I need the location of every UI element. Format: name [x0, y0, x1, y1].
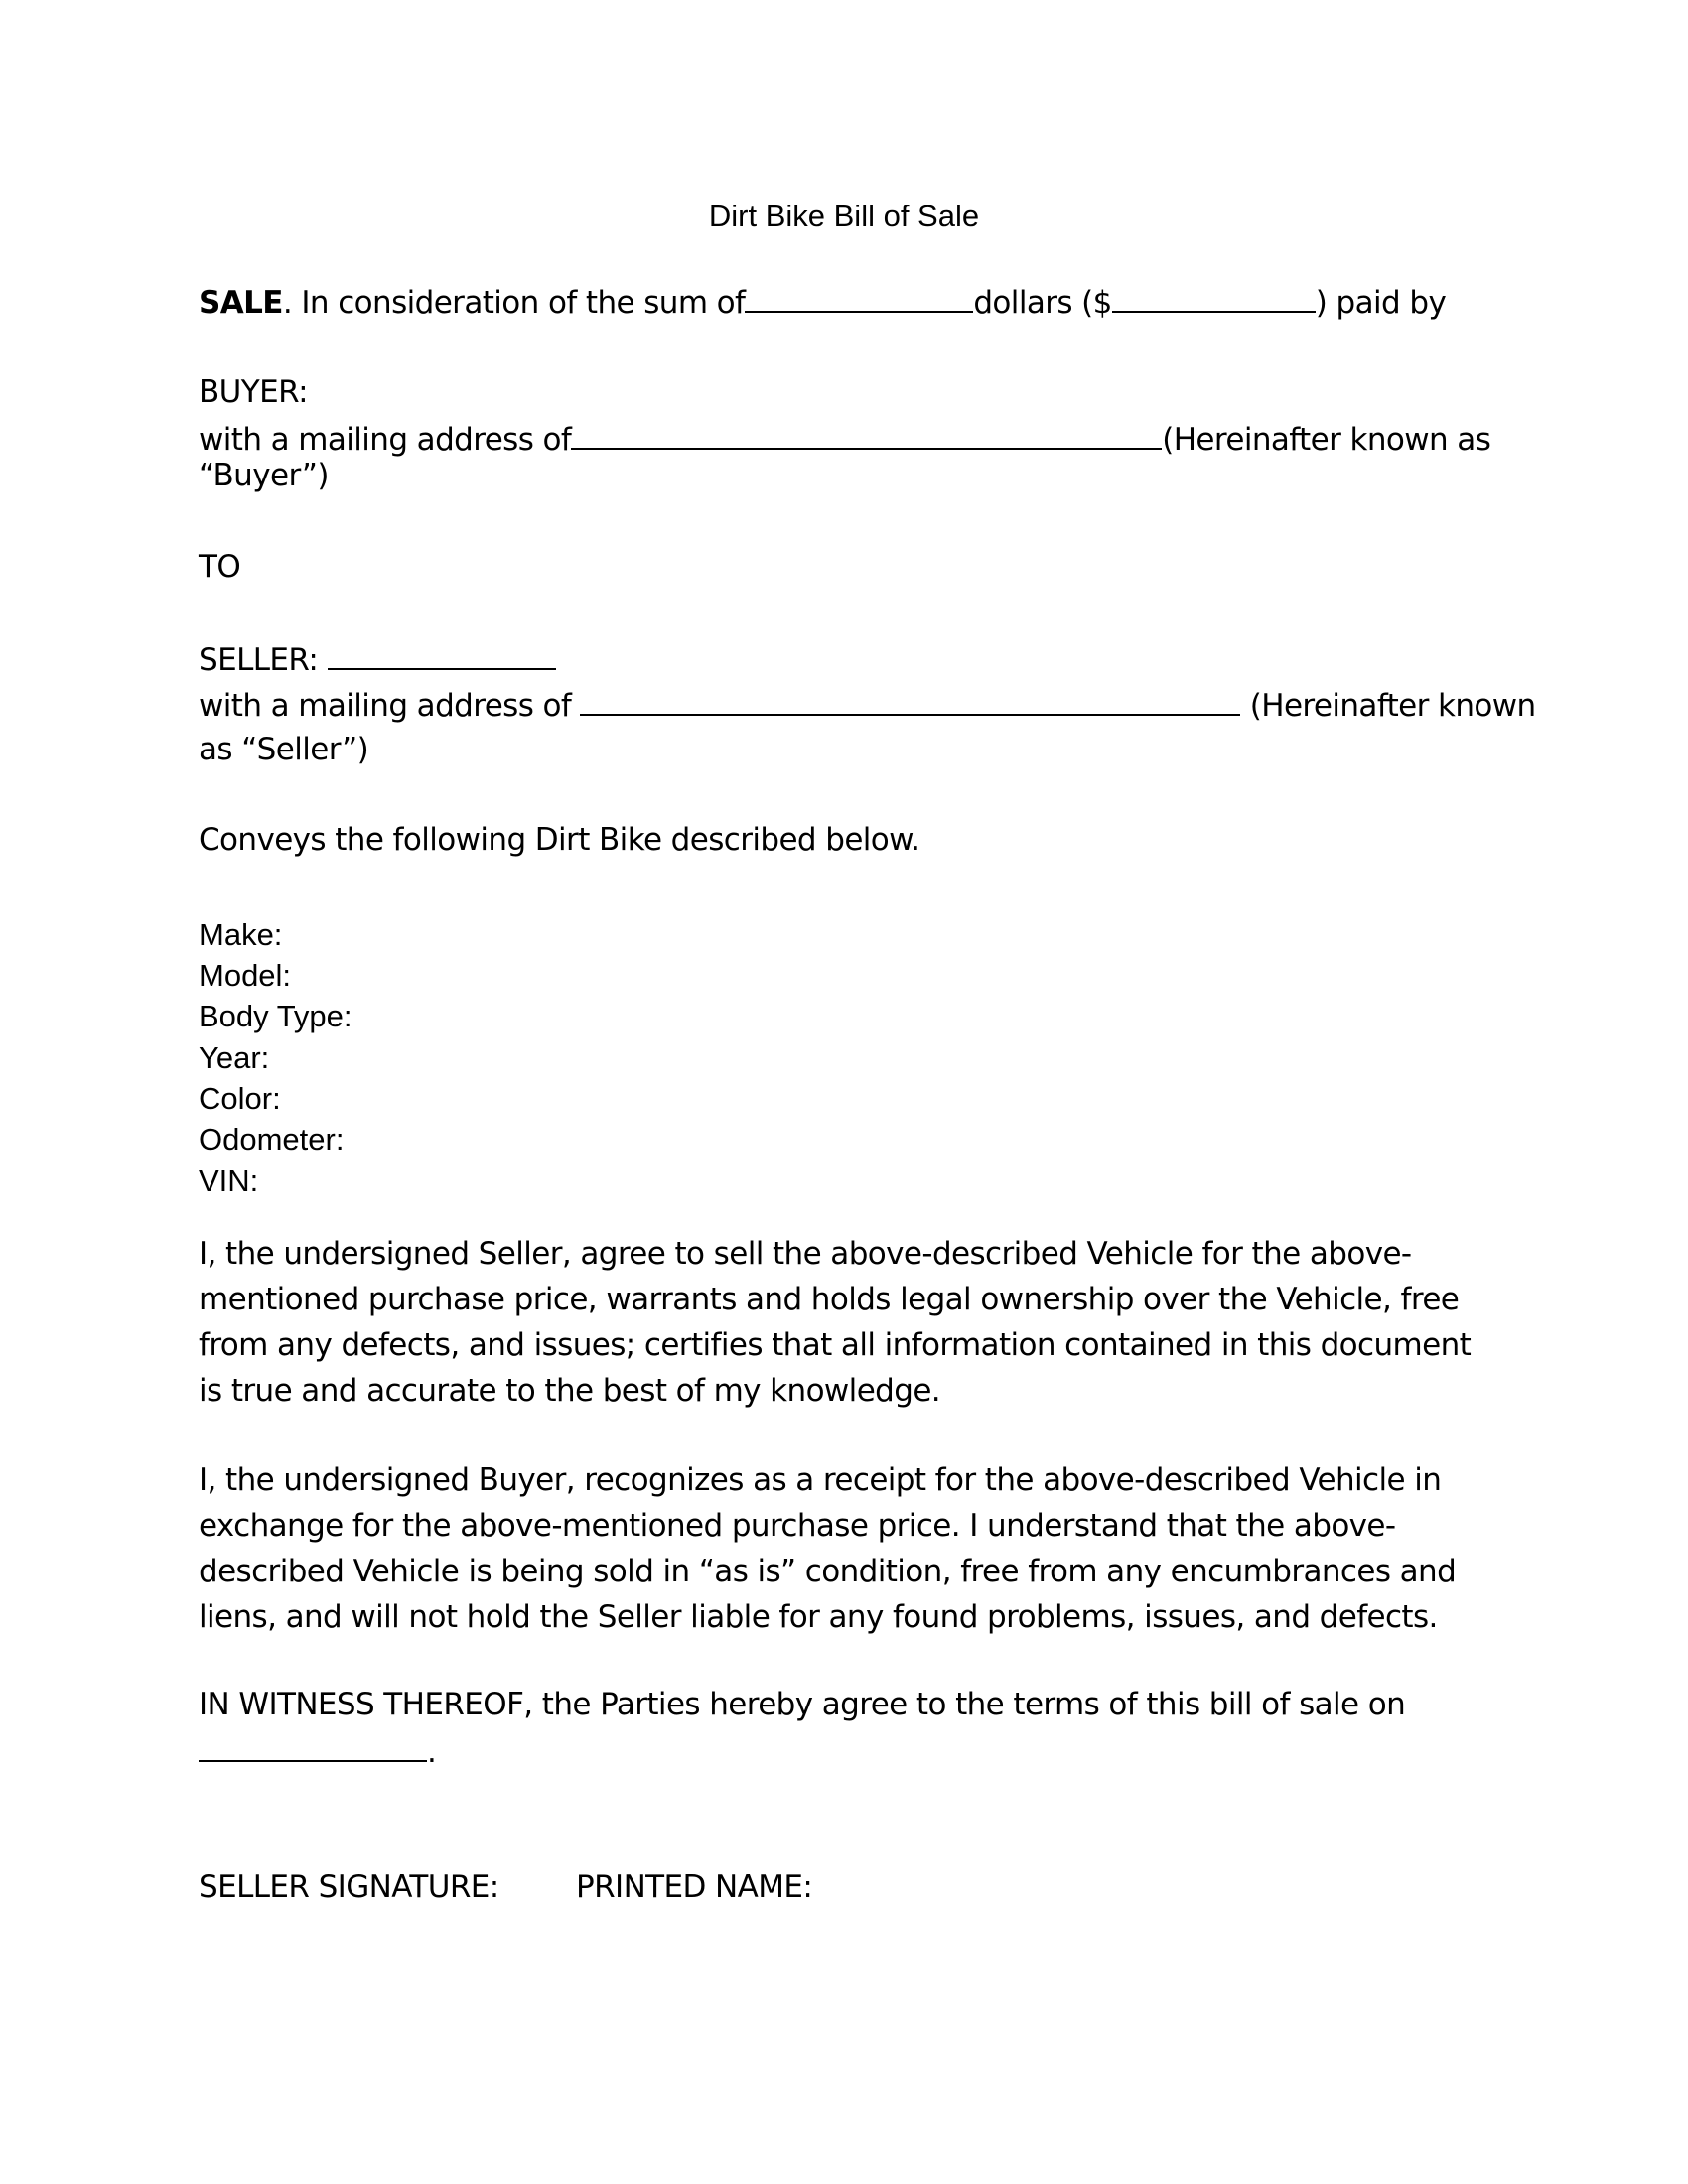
vehicle-field-year: Year: [199, 1040, 270, 1075]
sale-heading: SALE [199, 285, 283, 321]
vehicle-field-vin: VIN: [199, 1163, 259, 1198]
to-label: TO [199, 549, 241, 585]
seller-address-prefix: with a mailing address of [199, 688, 572, 724]
sale-text-3: ) paid by [1315, 285, 1447, 321]
vehicle-field-color: Color: [199, 1081, 281, 1116]
seller-address-line [199, 684, 1536, 726]
witness-date-blank[interactable] [199, 1730, 427, 1762]
buyer-known-as: “Buyer”) [199, 458, 329, 493]
seller-statement: I, the undersigned Seller, agree to sell the above-described Vehicle for the above-mentioned purchase price, warrants and holds legal ownership over the Vehicle, free from any defects, and issues; certifies that all information contained in this document is true and accurate to the best of my knowledge. [199, 1236, 1472, 1409]
seller-name-blank[interactable] [328, 638, 556, 670]
sum-words-blank[interactable] [745, 281, 973, 313]
sum-amount-blank[interactable] [1112, 281, 1316, 313]
sale-clause [199, 281, 1446, 323]
printed-name-label: PRINTED NAME: [576, 1869, 813, 1905]
seller-address-suffix: (Hereinafter known [1249, 688, 1536, 724]
document-title: Dirt Bike Bill of Sale [708, 199, 980, 233]
vehicle-field-odometer: Odometer: [199, 1122, 345, 1157]
buyer-address-line [199, 418, 1490, 460]
seller-known-as: as “Seller”) [199, 732, 369, 767]
witness-date-line [199, 1730, 436, 1772]
buyer-address-blank[interactable] [571, 418, 1162, 450]
seller-label: SELLER: [199, 642, 319, 678]
witness-statement: IN WITNESS THEREOF, the Parties hereby agree to the terms of this bill of sale on [199, 1687, 1406, 1722]
sale-text-1: . In consideration of the sum of [282, 285, 746, 321]
witness-period: . [427, 1734, 437, 1770]
buyer-label: BUYER: [199, 374, 308, 410]
sale-text-2: dollars ($ [973, 285, 1112, 321]
conveys-statement: Conveys the following Dirt Bike described below. [199, 822, 920, 858]
vehicle-field-body-type: Body Type: [199, 999, 352, 1033]
seller-address-blank[interactable] [580, 684, 1240, 716]
vehicle-field-model: Model: [199, 958, 292, 993]
buyer-address-suffix: (Hereinafter known as [1162, 422, 1491, 458]
vehicle-field-make: Make: [199, 917, 283, 952]
buyer-statement: I, the undersigned Buyer, recognizes as a receipt for the above-described Vehicle in exchange for the above-mentioned purchase price. I understand that the above-described Vehicle is being sold in “as is” condition, free from any encumbrances and liens, and will not hold the Seller liable for any found problems, issues, and defects. [199, 1462, 1457, 1635]
buyer-address-prefix: with a mailing address of [199, 422, 572, 458]
seller-signature-label: SELLER SIGNATURE: [199, 1869, 499, 1905]
seller-name-line [199, 638, 556, 680]
